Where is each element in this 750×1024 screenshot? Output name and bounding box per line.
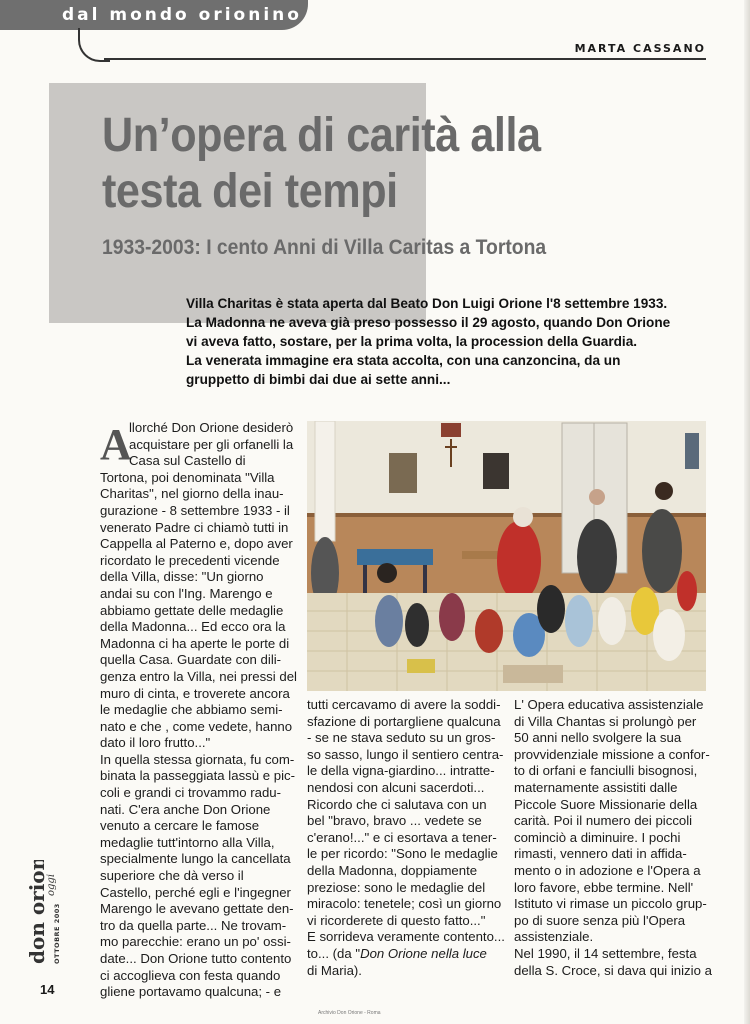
text-line: ricordato le precedenti vicende [100, 552, 280, 568]
photo-illustration [307, 421, 706, 691]
text-line: mo parecchie: erano un po' ossi- [100, 934, 291, 950]
header-rule-curve [78, 28, 110, 62]
text-line: tutti cercavamo di avere la soddi- [307, 697, 501, 712]
author-byline: MARTA CASSANO [574, 42, 706, 55]
text-line: le medaglie che abbiamo semi- [100, 702, 283, 718]
text-line: medaglie tutt'intorno alla Villa, [100, 834, 275, 850]
text-line: L' Opera educativa assistenziale [514, 697, 704, 712]
text-line: della Madonna... Ed ecco ora la [100, 619, 286, 635]
article-lead [186, 294, 706, 389]
text-line: Marengo le avevano gettate den- [100, 901, 294, 917]
text-line: genza entro la Villa, nei pressi del [100, 668, 297, 684]
body-column-2 [307, 697, 505, 979]
text-line: di Villa Chantas si prolungò per [514, 713, 697, 729]
article-subtitle: 1933-2003: I cento Anni di Villa Caritas a Tortona [102, 236, 547, 259]
text-line: coli e grandi ci trovammo radu- [100, 785, 282, 801]
text-line: della Madonna, doppiamente [307, 862, 478, 878]
text-line: abbiamo gettate delle medaglie [100, 602, 284, 618]
text-line: le della vigna-giardino... intratte- [307, 763, 495, 779]
text-line: so sasso, lungo il sentiero centra- [307, 746, 504, 762]
text-line: assistenziale. [514, 929, 594, 945]
issue-date: OTTOBRE 2003 [53, 903, 61, 964]
text-line: gurazione - 8 settembre 1933 - il [100, 502, 290, 518]
text-line: sfazione di portargliene qualcuna [307, 713, 501, 729]
text-line: loro favore, ebbe termine. Nell' [514, 879, 694, 895]
text-line: superiore che dà verso il [100, 868, 244, 884]
text-line: c'erano!..." e ci esortava a tener- [307, 829, 497, 845]
text-line: Nel 1990, il 14 settembre, festa [514, 945, 697, 961]
logo-text: don orione [25, 860, 49, 964]
text-line: specialmente lungo la cancellata [100, 851, 291, 867]
text-line: binata la passeggiata lassù e pic- [100, 768, 296, 784]
magazine-logo [22, 860, 62, 970]
text-line: venuto a cercare le famose [100, 818, 260, 834]
text-line: Ricordo che ci salutava con un [307, 796, 487, 812]
lead-line: Villa Charitas è stata aperta dal Beato Don Luigi Orione l'8 settembre 1933. [186, 296, 668, 311]
text-line: Casa sul Castello di [129, 453, 246, 469]
text-line: le per ricordo: "Sono le medaglie [307, 846, 498, 862]
text-line: Piccole Suore Missionarie della [514, 796, 698, 812]
section-label: dal mondo orionino [62, 5, 302, 25]
lead-line: La Madonna ne aveva già preso possesso il 29 agosto, quando Don Orione [186, 315, 671, 330]
lead-line: gruppetto di bimbi dai due ai sette anni... [186, 372, 451, 387]
text-line: quella Casa. Guardate con dili- [100, 652, 282, 668]
text-line: maternamente assistiti dalle [514, 779, 678, 795]
text-line: miracolo: tenetele; così un giorno [307, 896, 502, 912]
title-line: testa dei tempi [102, 165, 398, 218]
text-line: acquistare per gli orfanelli la [129, 436, 294, 452]
text-line: 50 anni nello svolgere la sua [514, 730, 682, 746]
text-line: dato il loro frutto..." [100, 735, 211, 751]
text-line: muro di cinta, e troverete ancora [100, 685, 290, 701]
page-number: 14 [40, 982, 55, 997]
header-rule [104, 58, 706, 60]
text-line: bel "bravo, bravo ... vedete se [307, 813, 482, 829]
text-line: preziose: sono le medaglie del [307, 879, 486, 895]
text-line: In quella stessa giornata, fu com- [100, 751, 295, 767]
scan-edge [744, 0, 750, 1024]
text-line: Castello, perché egli e l'ingegner [100, 884, 291, 900]
text-line: andai su con l'Ing. Marengo e [100, 585, 273, 601]
text-line: tro da quella parte... Ne trovam- [100, 917, 287, 933]
text-line: carità. Poi il numero dei piccoli [514, 813, 693, 829]
text-line: Tortona, poi denominata "Villa [100, 469, 275, 485]
text-line: ci accoglieva con festa quando [100, 967, 281, 983]
text-line: venerato Padre ci chiamò tutti in [100, 519, 289, 535]
text-line: - se ne stava seduto su un gros- [307, 730, 496, 746]
text-line: vi ricorderete di questo fatto..." [307, 912, 486, 928]
text-line: Madonna ci ha aperte le porte di [100, 635, 290, 651]
text-line: rimasti, vennero dati in affida- [514, 846, 687, 862]
section-tab [0, 0, 308, 30]
text-line: nendosi con alcuni sacerdoti... [307, 779, 485, 795]
text-line: della Villa, disse: "Un giorno [100, 569, 264, 585]
text-line: Charitas", nel giorno della inau- [100, 486, 284, 502]
text-line: provvidenziale missione a confor- [514, 746, 710, 762]
archive-note: Archivio Don Orione - Roma [318, 1010, 381, 1016]
lead-line: vi aveva fatto, sostare, per la prima volta, la procession della Guardia. [186, 334, 638, 349]
article-title [102, 108, 642, 220]
text-line: nato e che , come vedete, hanno [100, 718, 293, 734]
article-photo [307, 421, 706, 691]
drop-cap: A [100, 420, 132, 469]
text-line: date... Don Orione tutto contento [100, 951, 292, 966]
text-line: Cappella al Paterno e, dopo aver [100, 536, 293, 552]
text-line: gliene portavamo qualcuna; - e [100, 984, 282, 1000]
text-line: E sorrideva veramente contento... [307, 929, 505, 945]
text-line: po di suore senza più l'Opera [514, 912, 686, 928]
text-line: cominciò a diminuire. I pochi [514, 829, 681, 845]
logo-sub-text: oggi [46, 873, 57, 896]
book-title: Don Orione nella luce [360, 945, 487, 961]
body-column-3 [514, 697, 712, 979]
text-line: di Maria). [307, 962, 362, 978]
magazine-logo-mark [22, 860, 62, 970]
text-line: llorché Don Orione desiderò [129, 420, 294, 435]
text-line: della S. Croce, si dava qui inizio a [514, 962, 712, 978]
title-line: Un’opera di carità alla [102, 109, 541, 162]
text-line: mento o in adozione e l'Opera a [514, 862, 701, 878]
lead-line: La venerata immagine era stata accolta, con una canzoncina, da un [186, 353, 621, 368]
text-line: Istituto vi rimase un piccolo grup- [514, 896, 707, 912]
text-line: to... (da "Don Orione nella luce [307, 945, 487, 961]
text-line: to di orfani e fanciulli bisognosi, [514, 763, 698, 779]
text-line: nati. C'era anche Don Orione [100, 801, 271, 817]
body-column-1 [100, 420, 297, 1001]
